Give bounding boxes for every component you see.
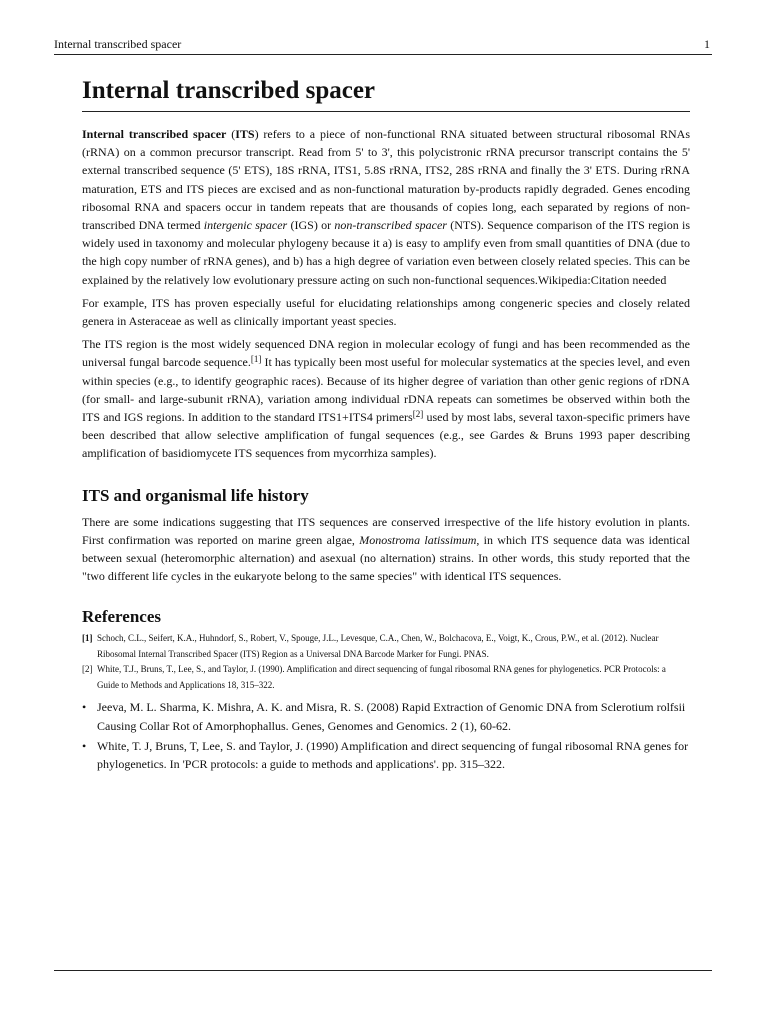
article-body <box>82 72 690 775</box>
paren-open: ( <box>226 127 236 141</box>
page-title: Internal transcribed spacer <box>82 72 690 112</box>
bullet-glyph: • <box>82 700 87 715</box>
life-history-paragraph <box>82 513 690 586</box>
p3-text-a: The ITS region is the most widely sequenced DNA region in molecular ecology of fungi and has been recommended as the universal fungal barcode sequence. <box>82 337 690 370</box>
running-title: Internal transcribed spacer <box>54 37 182 51</box>
reference-text: Schoch, C.L., Seifert, K.A., Huhndorf, S., Robert, V., Spouge, J.L., Levesque, C.A., Chen, W., Bolchacova, E., Voigt, K., Crous, P.W., et al. (2012). Nuclear Ribosomal Internal Transcribed Spacer (ITS) Region as a Universal DNA Barcode Marker for Fungi. PNAS. <box>97 633 659 659</box>
non-transcribed-spacer-italic: non-transcribed spacer <box>334 218 447 233</box>
species-italic: Monostroma latissimum <box>359 532 477 547</box>
intergenic-spacer-italic: intergenic spacer <box>203 218 288 233</box>
p3-text-c: used by most labs, several taxon-specific primers have been described that allow selective amplification of fungal sequences (e.g., see Gardes & Bruns 1993 paper describing amplification of basidiomycete ITS sequences from mycorrhiza samples). <box>82 410 690 461</box>
reference-item-1 <box>82 631 690 662</box>
intro-paragraph-3 <box>82 335 690 462</box>
abbr-bold: ITS <box>235 127 255 141</box>
further-reading-list <box>82 698 690 773</box>
footer-divider <box>54 970 712 971</box>
citation-link-2[interactable]: [2] <box>412 409 424 420</box>
bullet-text: Jeeva, M. L. Sharma, K. Mishra, A. K. and Misra, R. S. (2008) Rapid Extraction of Genomic DNA from Sclerotium rolfsii Causing Collar Rot of Amorphophallus. Genes, Genomes and Genomics. 2 (1), 60-62. <box>97 700 686 733</box>
citation-link-1[interactable]: [1] <box>250 354 262 365</box>
section-heading-references: References <box>82 607 161 627</box>
intro-text-a: ) refers to a piece of non-functional RNA situated between structural ribosomal RNAs (rRNA) on a common precursor transcript. Read from 5' to 3', this polycistronic rRNA precursor transcript contains the 5' external transcribed sequence (5' ETS), 18S rRNA, ITS1, 5.8S rRNA, ITS2, 28S rRNA and finally the 3' ETS. During rRNA maturation, ETS and ITS pieces are excised and as non-functional maturation by-products rapidly degraded. Genes encoding ribosomal RNA and spacers occur in tandem repeats that are thousands of copies long, each separated by regions of non-transcribed DNA termed <box>82 127 691 233</box>
reference-item-2 <box>82 662 690 693</box>
bullet-text: White, T. J, Bruns, T, Lee, S. and Taylor, J. (1990) Amplification and direct sequencing of fungal ribosomal RNA genes for phylogenetics. In 'PCR protocols: a guide to methods and applications'. pp. 315–322. <box>97 738 689 772</box>
intro-text-c: (NTS). Sequence comparison of the ITS region is widely used in taxonomy and molecular phylogeny because it a) is easy to amplify even from small quantities of DNA (due to the high copy number of rRNA genes), and b) has a high degree of variation even between closely related species. This can be explained by the relatively low evolutionary pressure acting on such non-functional sequences.Wikipedia:Citation needed <box>82 218 691 287</box>
lh-text-b: , in which ITS sequence data was identical between sexual (heteromorphic alternation) and asexual (no alternation) strains. In other words, this study reported that the "two different life cycles in the eukaryote belong to the same species" with identical ITS sequences. <box>82 532 690 584</box>
intro-text-b: (IGS) or <box>287 218 335 233</box>
intro-paragraph-2: For example, ITS has proven especially useful for elucidating relationships among congeneric species and closely related genera in Asteraceae as well as clinically important yeast species. <box>82 295 690 329</box>
reference-text: White, T.J., Bruns, T., Lee, S., and Taylor, J. (1990). Amplification and direct sequencing of fungal ribosomal RNA genes for phylogenetics. PCR Protocols: a Guide to Methods and Applications 18, 315–322. <box>97 664 666 690</box>
numbered-reference-list <box>82 631 690 693</box>
section-heading-life-history: ITS and organismal life history <box>82 485 309 505</box>
bullet-item-2 <box>82 737 690 773</box>
term-bold: Internal transcribed spacer <box>82 127 227 141</box>
running-header <box>54 36 712 55</box>
lh-text-a: There are some indications suggesting that ITS sequences are conserved irrespective of the life history evolution in plants. First confirmation was reported on marine green algae, <box>82 514 690 547</box>
reference-number: [2] <box>82 664 93 675</box>
reference-number: [1] <box>82 633 93 644</box>
intro-paragraph-1 <box>82 125 690 289</box>
page-number: 1 <box>704 37 710 51</box>
bullet-glyph: • <box>82 738 87 753</box>
bullet-item-1 <box>82 698 690 734</box>
p3-text-b: It has typically been most useful for molecular systematics at the species level, and even within species (e.g., to identify geographic races). Because of its higher degree of variation than other genic regions of rDNA (for small- and large-subunit rRNA), variation among individual rDNA repeats can sometimes be observed within both the ITS and IGS regions. In addition to the standard ITS1+ITS4 primers <box>82 355 691 425</box>
